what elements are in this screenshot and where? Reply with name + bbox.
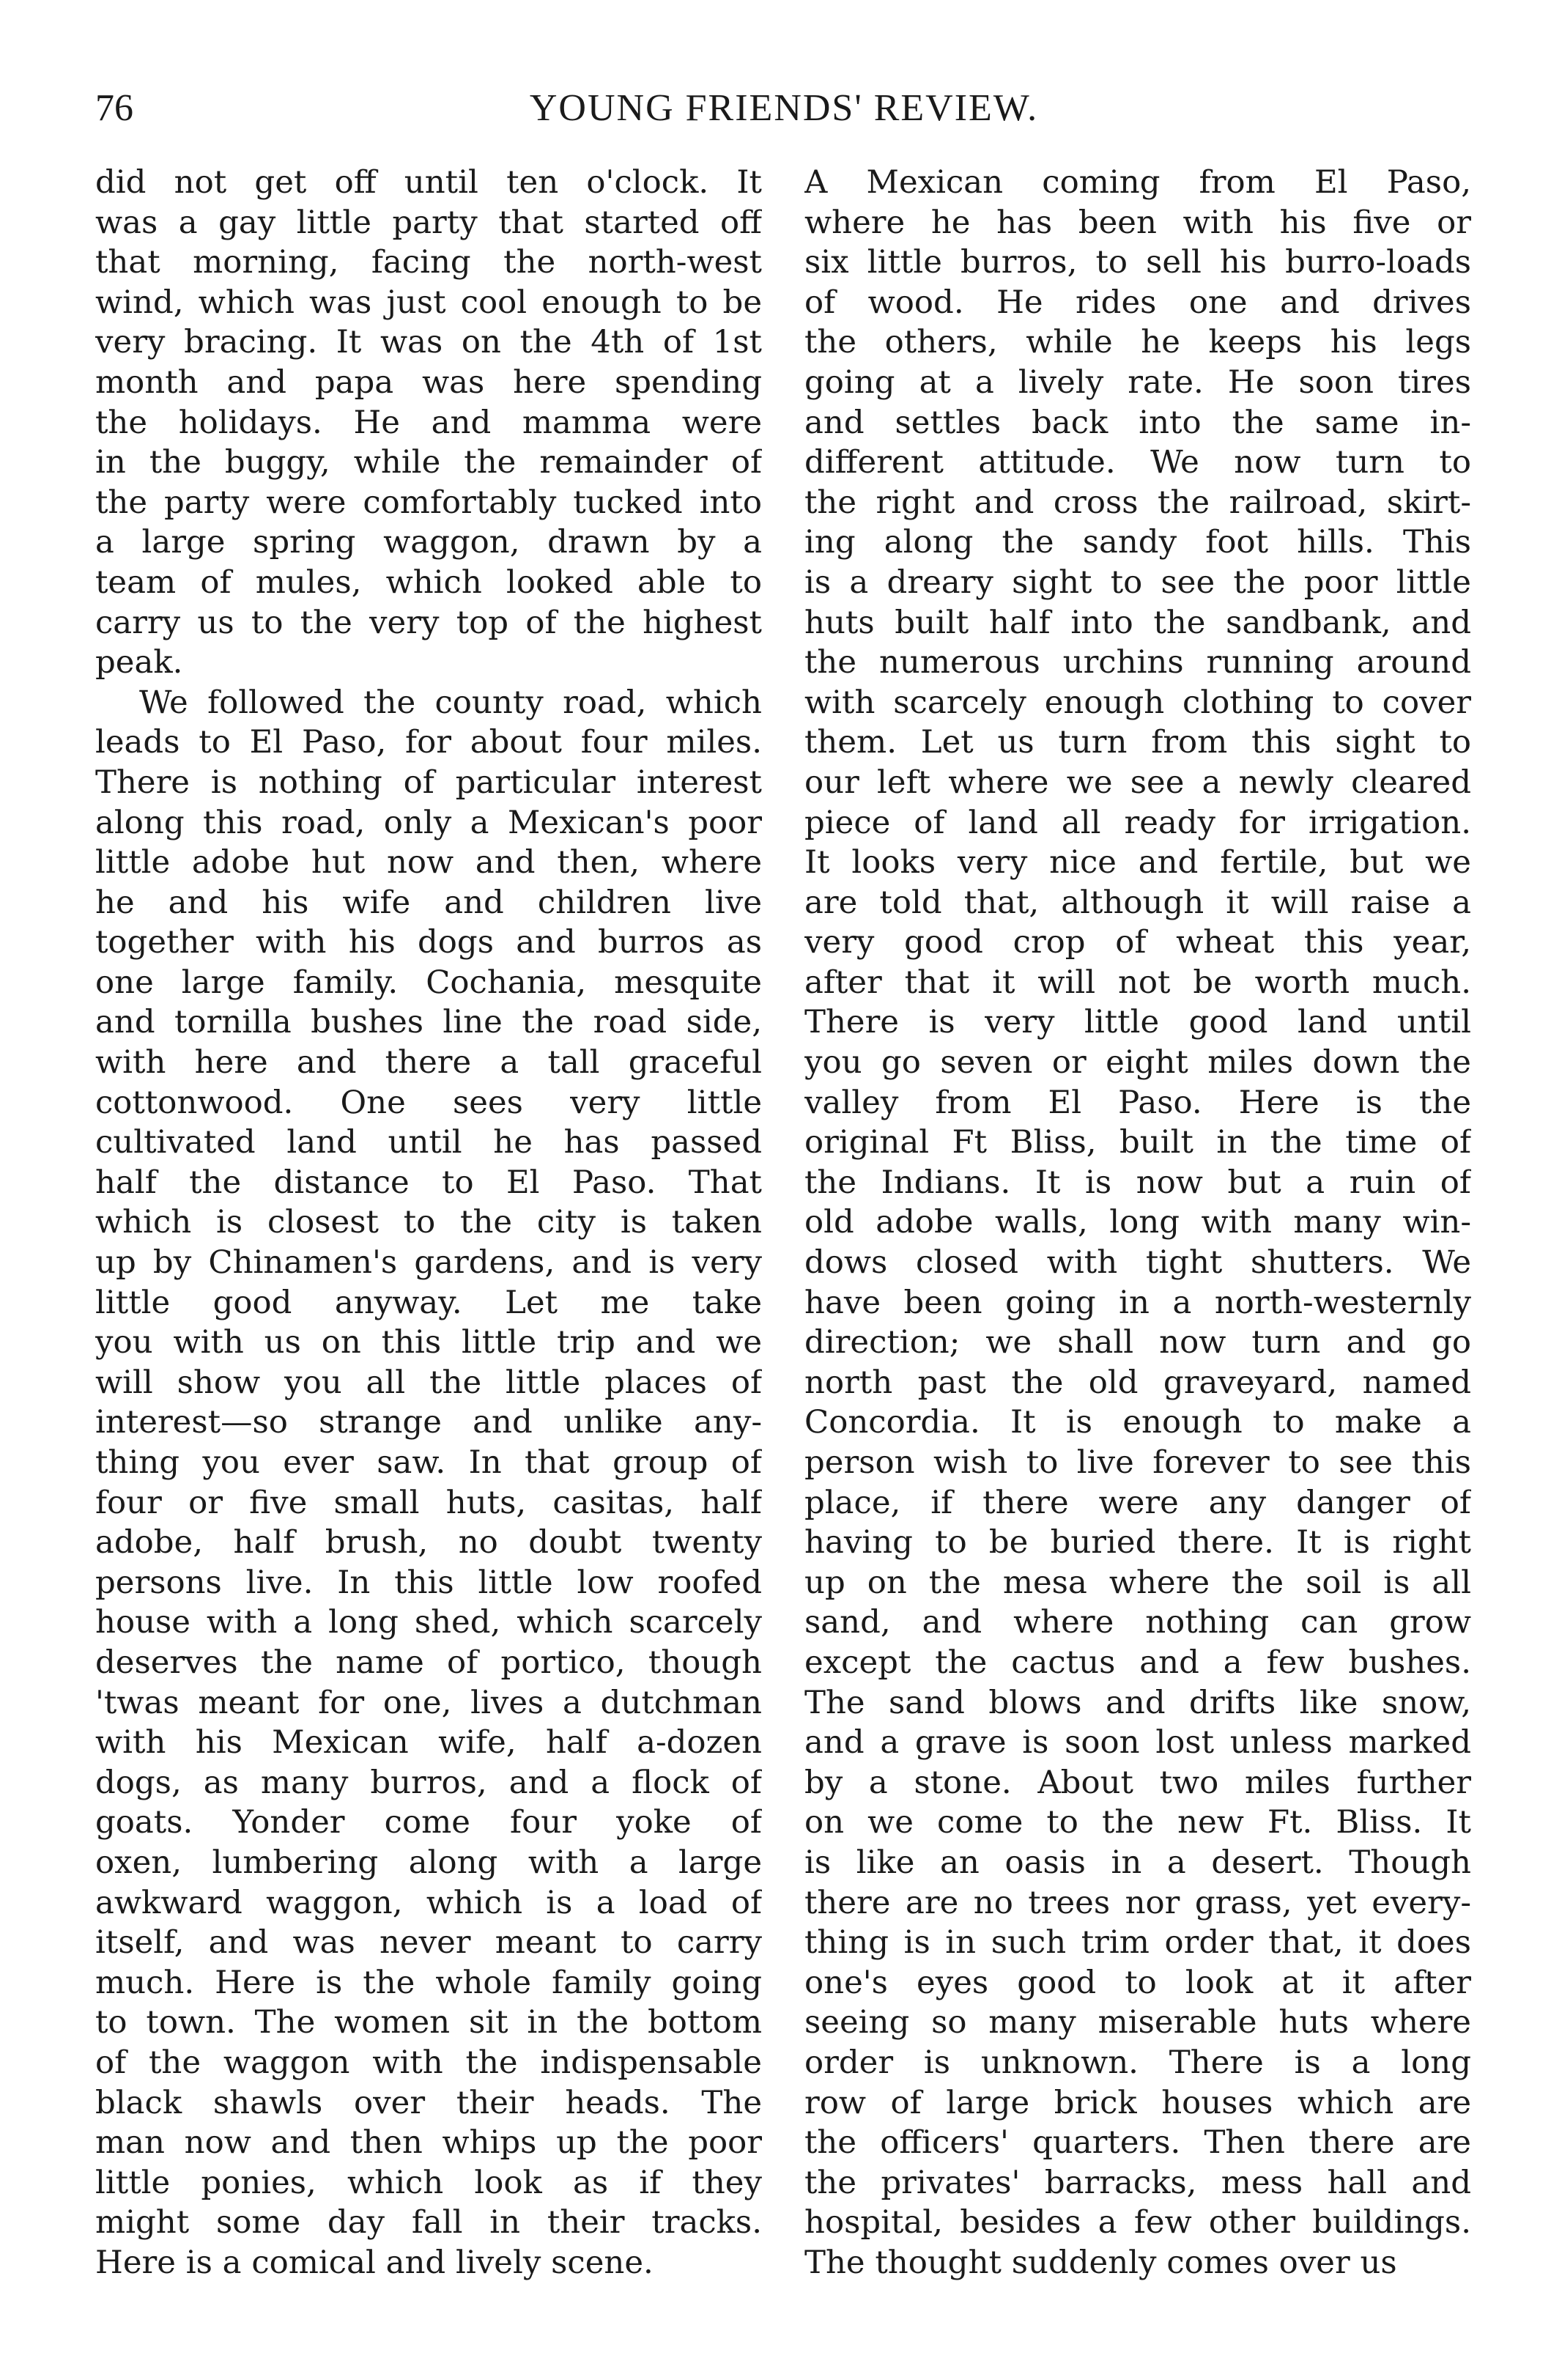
text-line: dows closed with tight shutters. We xyxy=(804,1244,1471,1282)
text-line: thing you ever saw. In that group of xyxy=(95,1444,762,1481)
text-line: goats. Yonder come four yoke of xyxy=(95,1804,762,1841)
text-line: six little burros, to sell his burro-loads xyxy=(804,244,1471,281)
text-line: one large family. Cochania, mesquite xyxy=(95,964,762,1001)
text-line: along this road, only a Mexican's poor xyxy=(95,804,762,841)
text-line: which is closest to the city is taken xyxy=(95,1204,762,1241)
text-line: peak. xyxy=(95,644,183,681)
text-line: that morning, facing the north-west xyxy=(95,244,762,281)
text-line: did not get off until ten o'clock. It xyxy=(95,164,762,201)
text-line: dogs, as many burros, and a flock of xyxy=(95,1764,762,1801)
text-line: the privates' barracks, mess hall and xyxy=(804,2164,1471,2201)
text-line: except the cactus and a few bushes. xyxy=(804,1644,1471,1681)
text-line: cultivated land until he has passed xyxy=(95,1124,762,1161)
text-line: We followed the county road, which xyxy=(139,684,762,721)
text-line: going at a lively rate. He soon tires xyxy=(804,363,1471,401)
text-line: are told that, although it will raise a xyxy=(804,884,1471,921)
text-line: old adobe walls, long with many win- xyxy=(804,1204,1471,1241)
text-line: cottonwood. One sees very little xyxy=(95,1084,762,1121)
text-line: oxen, lumbering along with a large xyxy=(95,1844,762,1881)
text-line: having to be buried there. It is right xyxy=(804,1524,1471,1562)
text-line: four or five small huts, casitas, half xyxy=(95,1484,762,1521)
text-line: huts built half into the sandbank, and xyxy=(804,604,1471,641)
text-line: house with a long shed, which scarcely xyxy=(95,1604,762,1641)
text-line: month and papa was here spending xyxy=(95,363,762,401)
text-line: interest—so strange and unlike any- xyxy=(95,1404,762,1441)
text-line: of wood. He rides one and drives xyxy=(804,284,1471,321)
text-line: where he has been with his five or xyxy=(804,204,1471,241)
text-line: them. Let us turn from this sight to xyxy=(804,724,1471,761)
text-line: awkward waggon, which is a load of xyxy=(95,1884,762,1921)
text-line: with here and there a tall graceful xyxy=(95,1044,762,1082)
text-line: the others, while he keeps his legs xyxy=(804,324,1471,361)
text-line: wind, which was just cool enough to be xyxy=(95,284,762,321)
text-line: is like an oasis in a desert. Though xyxy=(804,1844,1471,1881)
text-line: Here is a comical and lively scene. xyxy=(95,2244,654,2281)
text-line: and settles back into the same in- xyxy=(804,404,1471,441)
text-line: on we come to the new Ft. Bliss. It xyxy=(804,1804,1471,1841)
text-line: our left where we see a newly cleared xyxy=(804,764,1471,801)
text-line: different attitude. We now turn to xyxy=(804,444,1471,481)
text-line: The thought suddenly comes over us xyxy=(804,2244,1397,2281)
text-line: might some day fall in their tracks. xyxy=(95,2204,762,2242)
text-line: black shawls over their heads. The xyxy=(95,2084,762,2121)
text-line: the officers' quarters. Then there are xyxy=(804,2124,1471,2162)
text-line: leads to El Paso, for about four miles. xyxy=(95,724,762,761)
text-line: together with his dogs and burros as xyxy=(95,924,762,961)
page-header xyxy=(95,86,1473,145)
text-line: you with us on this little trip and we xyxy=(95,1324,762,1361)
text-line: very good crop of wheat this year, xyxy=(804,924,1471,961)
text-line: a large spring waggon, drawn by a xyxy=(95,524,762,561)
text-line: carry us to the very top of the highest xyxy=(95,604,762,641)
page-number: 76 xyxy=(95,87,133,129)
text-line: ing along the sandy foot hills. This xyxy=(804,524,1471,561)
text-line: original Ft Bliss, built in the time of xyxy=(804,1124,1471,1161)
text-line: A Mexican coming from El Paso, xyxy=(804,164,1471,201)
text-line: the Indians. It is now but a ruin of xyxy=(804,1164,1471,1201)
text-line: The sand blows and drifts like snow, xyxy=(804,1684,1471,1721)
running-title: YOUNG FRIENDS' REVIEW. xyxy=(529,87,1039,129)
text-line: is a dreary sight to see the poor little xyxy=(804,563,1471,601)
text-line: valley from El Paso. Here is the xyxy=(804,1084,1471,1121)
text-line: place, if there were any danger of xyxy=(804,1484,1471,1521)
text-line: and tornilla bushes line the road side, xyxy=(95,1004,762,1041)
text-line: the right and cross the railroad, skirt- xyxy=(804,484,1471,521)
text-line: row of large brick houses which are xyxy=(804,2084,1471,2121)
text-line: to town. The women sit in the bottom xyxy=(95,2004,762,2041)
text-line: north past the old graveyard, named xyxy=(804,1364,1471,1401)
text-line: half the distance to El Paso. That xyxy=(95,1164,762,1201)
text-line: piece of land all ready for irrigation. xyxy=(804,804,1471,841)
text-line: with scarcely enough clothing to cover xyxy=(804,684,1471,721)
text-line: in the buggy, while the remainder of xyxy=(95,444,762,481)
text-line: and a grave is soon lost unless marked xyxy=(804,1724,1471,1762)
text-line: was a gay little party that started off xyxy=(95,204,762,241)
text-line: of the waggon with the indispensable xyxy=(95,2044,762,2081)
text-line: he and his wife and children live xyxy=(95,884,762,921)
text-line: deserves the name of portico, though xyxy=(95,1644,762,1681)
text-line: the numerous urchins running around xyxy=(804,644,1471,681)
text-line: will show you all the little places of xyxy=(95,1364,762,1401)
text-line: have been going in a north-westernly xyxy=(804,1284,1471,1321)
text-line: by a stone. About two miles further xyxy=(804,1764,1471,1801)
text-line: direction; we shall now turn and go xyxy=(804,1324,1471,1361)
text-line: little good anyway. Let me take xyxy=(95,1284,762,1321)
text-line: you go seven or eight miles down the xyxy=(804,1044,1471,1082)
text-line: persons live. In this little low roofed xyxy=(95,1564,762,1601)
text-line: itself, and was never meant to carry xyxy=(95,1924,762,1962)
text-line: sand, and where nothing can grow xyxy=(804,1604,1471,1641)
text-line: thing is in such trim order that, it does xyxy=(804,1924,1471,1962)
text-line: little adobe hut now and then, where xyxy=(95,844,762,882)
text-line: man now and then whips up the poor xyxy=(95,2124,762,2162)
text-line: with his Mexican wife, half a-dozen xyxy=(95,1724,762,1762)
text-line: very bracing. It was on the 4th of 1st xyxy=(95,324,762,361)
text-line: person wish to live forever to see this xyxy=(804,1444,1471,1481)
text-line: hospital, besides a few other buildings. xyxy=(804,2204,1471,2242)
text-line: seeing so many miserable huts where xyxy=(804,2004,1471,2041)
text-line: there are no trees nor grass, yet every- xyxy=(804,1884,1471,1921)
text-line: up on the mesa where the soil is all xyxy=(804,1564,1471,1601)
text-line: up by Chinamen's gardens, and is very xyxy=(95,1244,762,1282)
left-column xyxy=(95,163,762,2283)
text-line: order is unknown. There is a long xyxy=(804,2044,1471,2081)
text-line: the holidays. He and mamma were xyxy=(95,404,762,441)
text-line: little ponies, which look as if they xyxy=(95,2164,762,2201)
text-line: the party were comfortably tucked into xyxy=(95,484,762,521)
text-line: team of mules, which looked able to xyxy=(95,563,762,601)
text-line: after that it will not be worth much. xyxy=(804,964,1471,1001)
text-line: There is nothing of particular interest xyxy=(95,764,762,801)
text-line: There is very little good land until xyxy=(804,1004,1471,1041)
text-line: 'twas meant for one, lives a dutchman xyxy=(95,1684,762,1721)
right-column xyxy=(804,163,1471,2283)
text-line: much. Here is the whole family going xyxy=(95,1964,762,2001)
text-line: Concordia. It is enough to make a xyxy=(804,1404,1471,1441)
text-line: It looks very nice and fertile, but we xyxy=(804,844,1471,882)
text-line: adobe, half brush, no doubt twenty xyxy=(95,1524,762,1562)
text-line: one's eyes good to look at it after xyxy=(804,1964,1471,2001)
